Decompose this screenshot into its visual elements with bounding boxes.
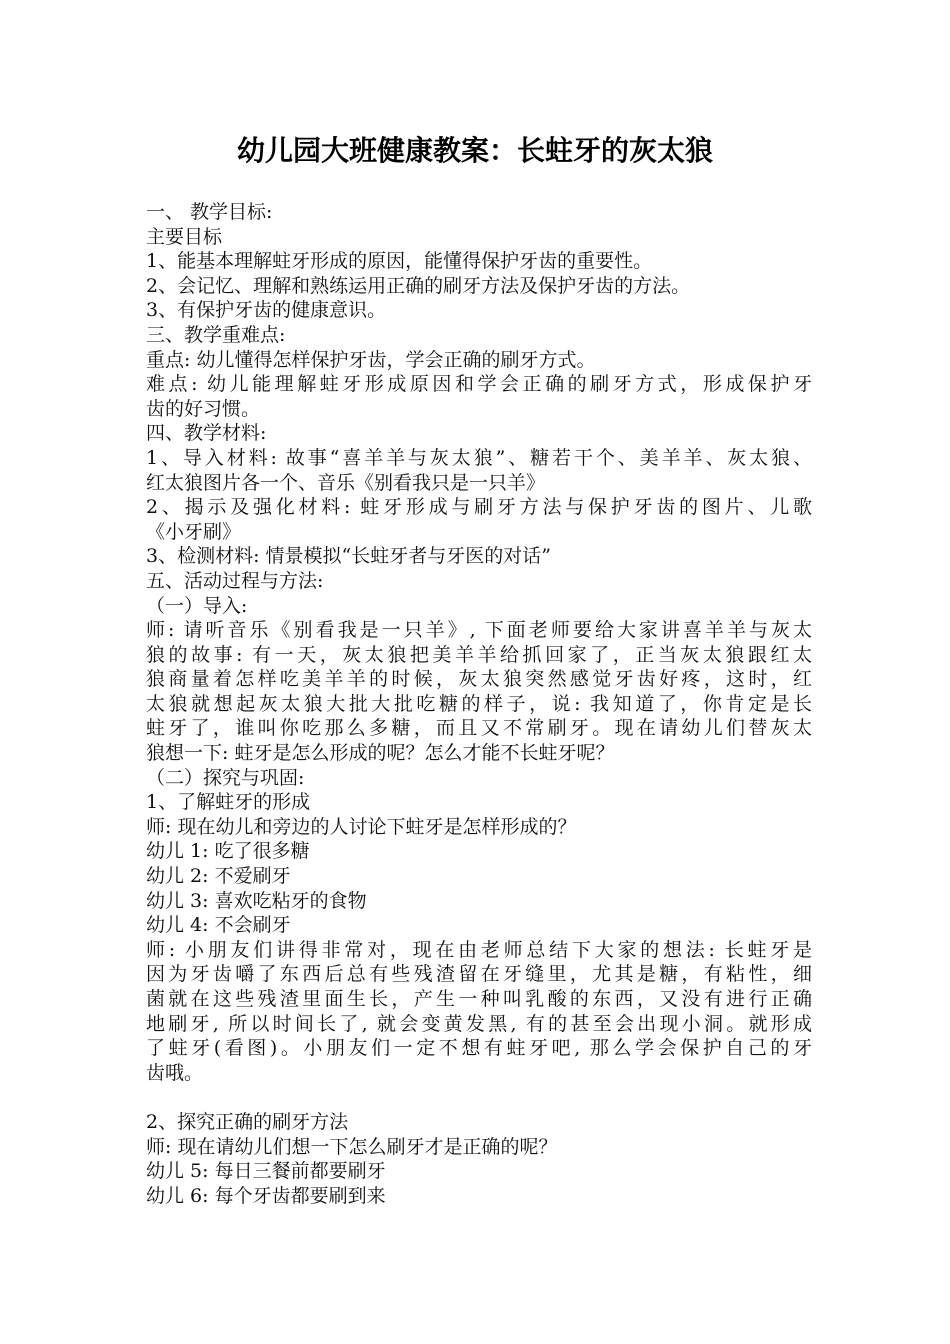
document-body <box>146 200 812 1208</box>
subheading-main-goals: 主要目标 <box>146 225 223 248</box>
goal-item-2: 2、会记忆、理解和熟练运用正确的刷牙方法及保护牙齿的方法。 <box>146 274 691 297</box>
key-point-text: 重点: 幼儿懂得怎样保护牙齿，学会正确的刷牙方式。 <box>146 348 596 371</box>
teacher-summary-line: 菌就在这些残渣里面生长，产生一种叫乳酸的东西，又没有进行正确 <box>146 988 812 1010</box>
material-item-1-line: 红太狼图片各一个、音乐《别看我只是一只羊》 <box>146 471 546 494</box>
story-paragraph-line: 狼商量着怎样吃美羊羊的时候，灰太狼突然感觉牙齿好疼，这时，红 <box>146 668 812 691</box>
child-answer: 幼儿 6: 每个牙齿都要刷到来 <box>146 1184 386 1207</box>
section-heading-materials: 四、教学材料: <box>146 422 267 445</box>
goal-item-3: 3、有保护牙齿的健康意识。 <box>146 299 387 322</box>
story-paragraph-line: 太狼就想起灰太狼大批大批吃糖的样子，说: 我知道了，你肯定是长 <box>146 692 812 715</box>
material-item-2-line: 《小牙刷》 <box>146 520 242 543</box>
teacher-question: 师: 现在请幼儿们想一下怎么刷牙才是正确的呢？ <box>146 1135 558 1158</box>
story-paragraph-line: 师: 请听音乐《别看我是一只羊》, 下面老师要给大家讲喜羊羊与灰太 <box>146 619 812 642</box>
teacher-question: 师: 现在幼儿和旁边的人讨论下蛀牙是怎样形成的？ <box>146 815 577 838</box>
story-paragraph-line: 狼的故事: 有一天，灰太狼把美羊羊给抓回家了，正当灰太狼跟红太 <box>146 643 812 666</box>
material-item-2-line: 2、揭示及强化材料: 蛀牙形成与刷牙方法与保护牙齿的图片、儿歌 <box>146 496 812 519</box>
goal-item-1: 1、能基本理解蛀牙形成的原因，能懂得保护牙齿的重要性。 <box>146 250 653 273</box>
teacher-summary-line: 地刷牙, 所以时间长了, 就会变黄发黑, 有的甚至会出现小洞。就形成 <box>146 1012 812 1035</box>
subheading-introduction: （一）导入: <box>146 594 248 617</box>
step-heading-brushing-method: 2、探究正确的刷牙方法 <box>146 1110 349 1133</box>
difficulty-text-line: 齿的好习惯。 <box>146 397 261 420</box>
section-heading-process: 五、活动过程与方法: <box>146 569 324 592</box>
subheading-exploration: （二）探究与巩固: <box>146 766 305 789</box>
story-paragraph-line: 狼想一下: 蛀牙是怎么形成的呢？怎么才能不长蛀牙呢？ <box>146 742 615 765</box>
child-answer: 幼儿 1: 吃了很多糖 <box>146 840 310 863</box>
child-answer: 幼儿 4: 不会刷牙 <box>146 914 291 937</box>
section-heading-objectives: 一、 教学目标: <box>146 201 273 223</box>
section-heading-key-points: 三、教学重难点: <box>146 323 286 346</box>
teacher-summary-line: 了蛀牙(看图)。小朋友们一定不想有蛀牙吧, 那么学会保护自己的牙 <box>146 1037 812 1060</box>
blank-line <box>146 1085 812 1110</box>
difficulty-text-line: 难点: 幼儿能理解蛀牙形成原因和学会正确的刷牙方式，形成保护牙 <box>146 373 812 396</box>
teacher-summary-line: 齿哦。 <box>146 1061 204 1084</box>
child-answer: 幼儿 5: 每日三餐前都要刷牙 <box>146 1160 386 1183</box>
teacher-summary-line: 师: 小朋友们讲得非常对，现在由老师总结下大家的想法: 长蛀牙是 <box>146 938 812 961</box>
material-item-1-line: 1、导入材料: 故事“喜羊羊与灰太狼”、糖若干个、美羊羊、灰太狼、 <box>146 446 812 469</box>
teacher-summary-line: 因为牙齿嚼了东西后总有些残渣留在牙缝里，尤其是糖，有粘性，细 <box>146 963 812 986</box>
story-paragraph-line: 蛀牙了，谁叫你吃那么多糖，而且又不常刷牙。现在请幼儿们替灰太 <box>146 717 812 740</box>
child-answer: 幼儿 2: 不爱刷牙 <box>146 865 291 888</box>
material-item-3: 3、检测材料: 情景模拟“长蛀牙者与牙医的对话” <box>146 545 551 568</box>
document-title: 幼儿园大班健康教案：长蛀牙的灰太狼 <box>236 134 713 167</box>
step-heading-cavity-formation: 1、了解蛀牙的形成 <box>146 791 311 814</box>
child-answer: 幼儿 3: 喜欢吃粘牙的食物 <box>146 889 367 912</box>
